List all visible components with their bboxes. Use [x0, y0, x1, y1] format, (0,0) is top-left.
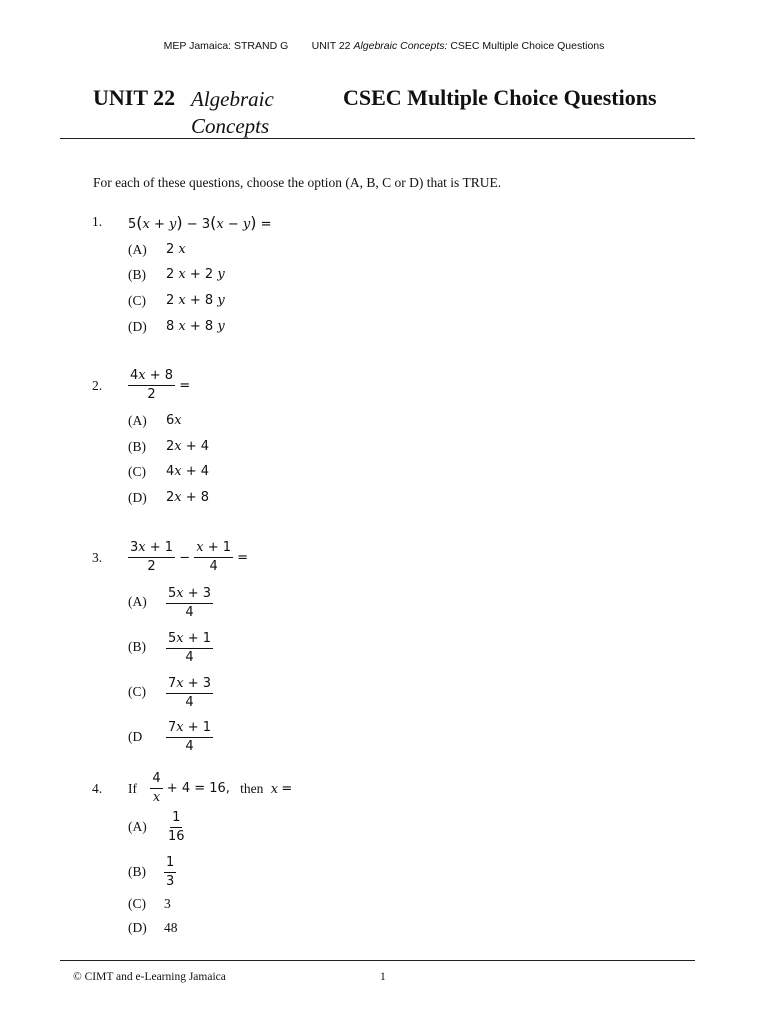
question-3-stem: $\frac{3x + 1}{2}$ − $\frac{x + 1}{4}$ =: [130, 540, 249, 575]
header-strand: MEP Jamaica: STRAND G: [163, 40, 289, 52]
q1-option-d[interactable]: (D) 8 x + 8 y: [128, 319, 225, 334]
q2-option-a[interactable]: (A) 6x: [128, 413, 182, 428]
q4-option-a[interactable]: (A): [128, 819, 147, 834]
footer-divider: [60, 960, 695, 961]
q3-option-a-value: $\frac{5x + 3}{4}$: [168, 586, 212, 621]
q3-option-b[interactable]: (B): [128, 639, 146, 654]
header-doc: CSEC Multiple Choice Questions: [450, 40, 605, 52]
unit-title: UNIT 22: [93, 85, 176, 110]
q4-option-b-value: $\frac{1}{3}$: [166, 855, 175, 890]
unit-topic: [191, 86, 321, 140]
title-divider: [60, 138, 695, 139]
page-number: 1: [380, 971, 386, 983]
q3-option-a[interactable]: (A): [128, 594, 147, 609]
q3-option-d[interactable]: (D: [128, 729, 143, 744]
question-3-number: 3.: [92, 550, 103, 565]
question-4-number: 4.: [92, 781, 103, 796]
page-title: CSEC Multiple Choice Questions: [343, 85, 657, 110]
q3-option-d-value: $\frac{7x + 1}{4}$: [168, 720, 212, 755]
header-topic: Algebraic Concepts:: [353, 40, 448, 52]
q3-option-c[interactable]: (C): [128, 684, 146, 699]
instructions: For each of these questions, choose the option (A, B, C or D) that is TRUE.: [93, 175, 502, 190]
q2-option-c[interactable]: (C) 4x + 4: [128, 464, 210, 479]
running-header: [0, 40, 768, 52]
q1-option-c[interactable]: (C) 2 x + 8 y: [128, 293, 225, 308]
q1-option-b[interactable]: (B) 2 x + 2 y: [128, 267, 225, 282]
question-2-stem: $\frac{4x + 8}{2}$ =: [130, 368, 191, 403]
q4-option-c[interactable]: (C) 3: [128, 896, 171, 911]
q4-option-b[interactable]: (B): [128, 864, 146, 879]
q4-option-d[interactable]: (D) 48: [128, 920, 178, 935]
q1-option-a[interactable]: (A) 2 x: [128, 242, 186, 257]
q2-option-b[interactable]: (B) 2x + 4: [128, 439, 210, 454]
unit-topic-line1: Algebraic: [191, 87, 274, 111]
q3-option-c-value: $\frac{7x + 3}{4}$: [168, 676, 212, 711]
q2-option-d[interactable]: (D) 2x + 8: [128, 490, 210, 505]
header-unit: UNIT 22: [311, 40, 351, 52]
question-2-number: 2.: [92, 378, 103, 393]
question-1-number: 1.: [92, 214, 103, 229]
question-4-stem: If $\frac{4}{x}$ + 4 = 16, then x =: [128, 771, 293, 806]
q3-option-b-value: $\frac{5x + 1}{4}$: [168, 631, 212, 666]
footer-copyright: © CIMT and e-Learning Jamaica: [73, 971, 226, 983]
q4-option-a-value: $\frac{1}{16}$: [168, 810, 185, 845]
question-1-stem: 5(x + y) − 3(x − y) =: [128, 213, 272, 232]
unit-topic-line2: Concepts: [191, 114, 270, 138]
